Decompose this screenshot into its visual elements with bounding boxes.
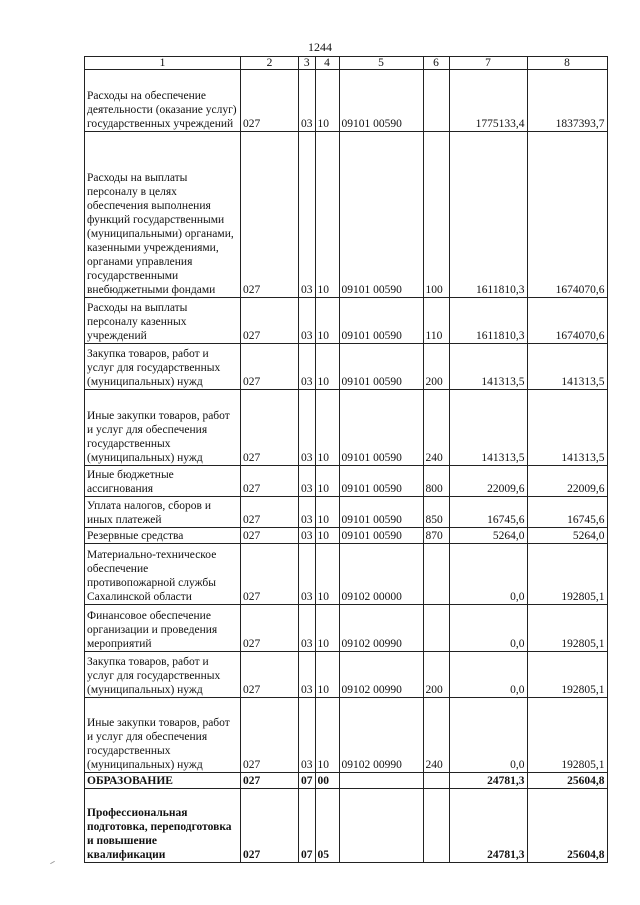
table-row [85,773,608,789]
target-article-cell: 09101 00590 [339,298,423,344]
amount-year2-cell: 192805,1 [527,544,607,605]
subsection-code-cell: 10 [315,698,339,773]
amount-year2-cell: 1837393,7 [527,70,607,132]
amount-year2-cell: 25604,8 [527,773,607,789]
expense-type-cell: 850 [423,497,449,528]
expense-type-cell [423,544,449,605]
row-name-cell: Финансовое обеспечение организации и проведения мероприятий [85,605,241,652]
expense-type-cell [423,773,449,789]
ministry-code-cell: 027 [241,132,299,298]
table-row [85,605,608,652]
row-name-cell: Закупка товаров, работ и услуг для государственных (муниципальных) нужд [85,652,241,698]
ministry-code-cell: 027 [241,528,299,544]
target-article-cell: 09102 00990 [339,698,423,773]
subsection-code-cell: 10 [315,132,339,298]
scan-mark [50,861,55,864]
section-code-cell: 03 [299,605,316,652]
expense-type-cell: 240 [423,390,449,466]
subsection-code-cell: 10 [315,528,339,544]
table-row [85,497,608,528]
row-name-cell: Расходы на выплаты персоналу в целях обеспечения выполнения функций государственными (муниципальными) органами, казенными учреждениями, органами управления государственными внебюджетными фондами [85,132,241,298]
amount-year2-cell: 141313,5 [527,344,607,390]
subsection-code-cell: 10 [315,497,339,528]
ministry-code-cell: 027 [241,466,299,497]
subsection-code-cell: 10 [315,544,339,605]
section-code-cell: 03 [299,132,316,298]
amount-year1-cell: 16745,6 [449,497,527,528]
header-cell: 1 [85,57,241,70]
row-name-cell: Иные закупки товаров, работ и услуг для обеспечения государственных (муниципальных) нужд [85,698,241,773]
section-code-cell: 03 [299,344,316,390]
ministry-code-cell: 027 [241,698,299,773]
amount-year1-cell: 24781,3 [449,789,527,863]
ministry-code-cell: 027 [241,298,299,344]
table-row [85,789,608,863]
header-cell: 4 [315,57,339,70]
section-code-cell: 03 [299,70,316,132]
ministry-code-cell: 027 [241,773,299,789]
section-code-cell: 03 [299,698,316,773]
section-code-cell: 03 [299,544,316,605]
expense-type-cell [423,70,449,132]
expense-type-cell [423,789,449,863]
target-article-cell: 09102 00990 [339,605,423,652]
page-number: 1244 [308,40,332,54]
amount-year1-cell: 1611810,3 [449,132,527,298]
row-name-cell: Уплата налогов, сборов и иных платежей [85,497,241,528]
section-code-cell: 07 [299,789,316,863]
expense-type-cell: 110 [423,298,449,344]
amount-year1-cell: 22009,6 [449,466,527,497]
ministry-code-cell: 027 [241,544,299,605]
header-cell: 8 [527,57,607,70]
header-cell: 2 [241,57,299,70]
amount-year2-cell: 22009,6 [527,466,607,497]
header-cell: 7 [449,57,527,70]
amount-year1-cell: 5264,0 [449,528,527,544]
subsection-code-cell: 05 [315,789,339,863]
row-name-cell: Расходы на обеспечение деятельности (оказание услуг) государственных учреждений [85,70,241,132]
expense-type-cell: 240 [423,698,449,773]
ministry-code-cell: 027 [241,497,299,528]
amount-year1-cell: 24781,3 [449,773,527,789]
subsection-code-cell: 10 [315,298,339,344]
row-name-cell: Иные закупки товаров, работ и услуг для обеспечения государственных (муниципальных) нужд [85,390,241,466]
target-article-cell: 09102 00990 [339,652,423,698]
target-article-cell: 09101 00590 [339,528,423,544]
ministry-code-cell: 027 [241,605,299,652]
table-row [85,528,608,544]
section-code-cell: 03 [299,652,316,698]
amount-year1-cell: 141313,5 [449,344,527,390]
row-name-cell: Резервные средства [85,528,241,544]
table-row [85,70,608,132]
ministry-code-cell: 027 [241,789,299,863]
section-code-cell: 03 [299,528,316,544]
expense-type-cell: 870 [423,528,449,544]
row-name-cell: Расходы на выплаты персоналу казенных учреждений [85,298,241,344]
subsection-code-cell: 10 [315,390,339,466]
table-row [85,544,608,605]
subsection-code-cell: 10 [315,652,339,698]
amount-year1-cell: 0,0 [449,605,527,652]
target-article-cell [339,789,423,863]
section-code-cell: 03 [299,466,316,497]
amount-year1-cell: 0,0 [449,698,527,773]
target-article-cell: 09101 00590 [339,466,423,497]
amount-year2-cell: 16745,6 [527,497,607,528]
table-row [85,344,608,390]
target-article-cell: 09101 00590 [339,344,423,390]
section-code-cell: 03 [299,390,316,466]
amount-year2-cell: 141313,5 [527,390,607,466]
amount-year2-cell: 5264,0 [527,528,607,544]
row-name-cell: ОБРАЗОВАНИЕ [85,773,241,789]
amount-year1-cell: 141313,5 [449,390,527,466]
header-cell: 5 [339,57,423,70]
amount-year1-cell: 0,0 [449,544,527,605]
row-name-cell: Профессиональная подготовка, переподготовка и повышение квалификации [85,789,241,863]
section-code-cell: 03 [299,497,316,528]
amount-year2-cell: 192805,1 [527,605,607,652]
table-row [85,466,608,497]
subsection-code-cell: 10 [315,344,339,390]
ministry-code-cell: 027 [241,70,299,132]
row-name-cell: Материально-техническое обеспечение противопожарной службы Сахалинской области [85,544,241,605]
target-article-cell: 09101 00590 [339,497,423,528]
table-row [85,298,608,344]
table-row [85,390,608,466]
amount-year2-cell: 1674070,6 [527,132,607,298]
amount-year2-cell: 192805,1 [527,652,607,698]
row-name-cell: Иные бюджетные ассигнования [85,466,241,497]
amount-year2-cell: 192805,1 [527,698,607,773]
header-row [85,57,608,70]
amount-year1-cell: 1775133,4 [449,70,527,132]
subsection-code-cell: 10 [315,605,339,652]
subsection-code-cell: 10 [315,466,339,497]
target-article-cell: 09102 00000 [339,544,423,605]
amount-year1-cell: 0,0 [449,652,527,698]
target-article-cell [339,773,423,789]
subsection-code-cell: 10 [315,70,339,132]
ministry-code-cell: 027 [241,390,299,466]
expense-type-cell: 200 [423,344,449,390]
section-code-cell: 03 [299,298,316,344]
expense-type-cell: 100 [423,132,449,298]
target-article-cell: 09101 00590 [339,390,423,466]
row-name-cell: Закупка товаров, работ и услуг для государственных (муниципальных) нужд [85,344,241,390]
subsection-code-cell: 00 [315,773,339,789]
amount-year2-cell: 1674070,6 [527,298,607,344]
ministry-code-cell: 027 [241,344,299,390]
table-row [85,652,608,698]
ministry-code-cell: 027 [241,652,299,698]
table-row [85,132,608,298]
amount-year2-cell: 25604,8 [527,789,607,863]
target-article-cell: 09101 00590 [339,132,423,298]
expense-type-cell: 800 [423,466,449,497]
expense-type-cell: 200 [423,652,449,698]
header-cell: 6 [423,57,449,70]
header-cell: 3 [299,57,316,70]
amount-year1-cell: 1611810,3 [449,298,527,344]
expense-type-cell [423,605,449,652]
section-code-cell: 07 [299,773,316,789]
table-row [85,698,608,773]
target-article-cell: 09101 00590 [339,70,423,132]
budget-table [84,56,608,863]
